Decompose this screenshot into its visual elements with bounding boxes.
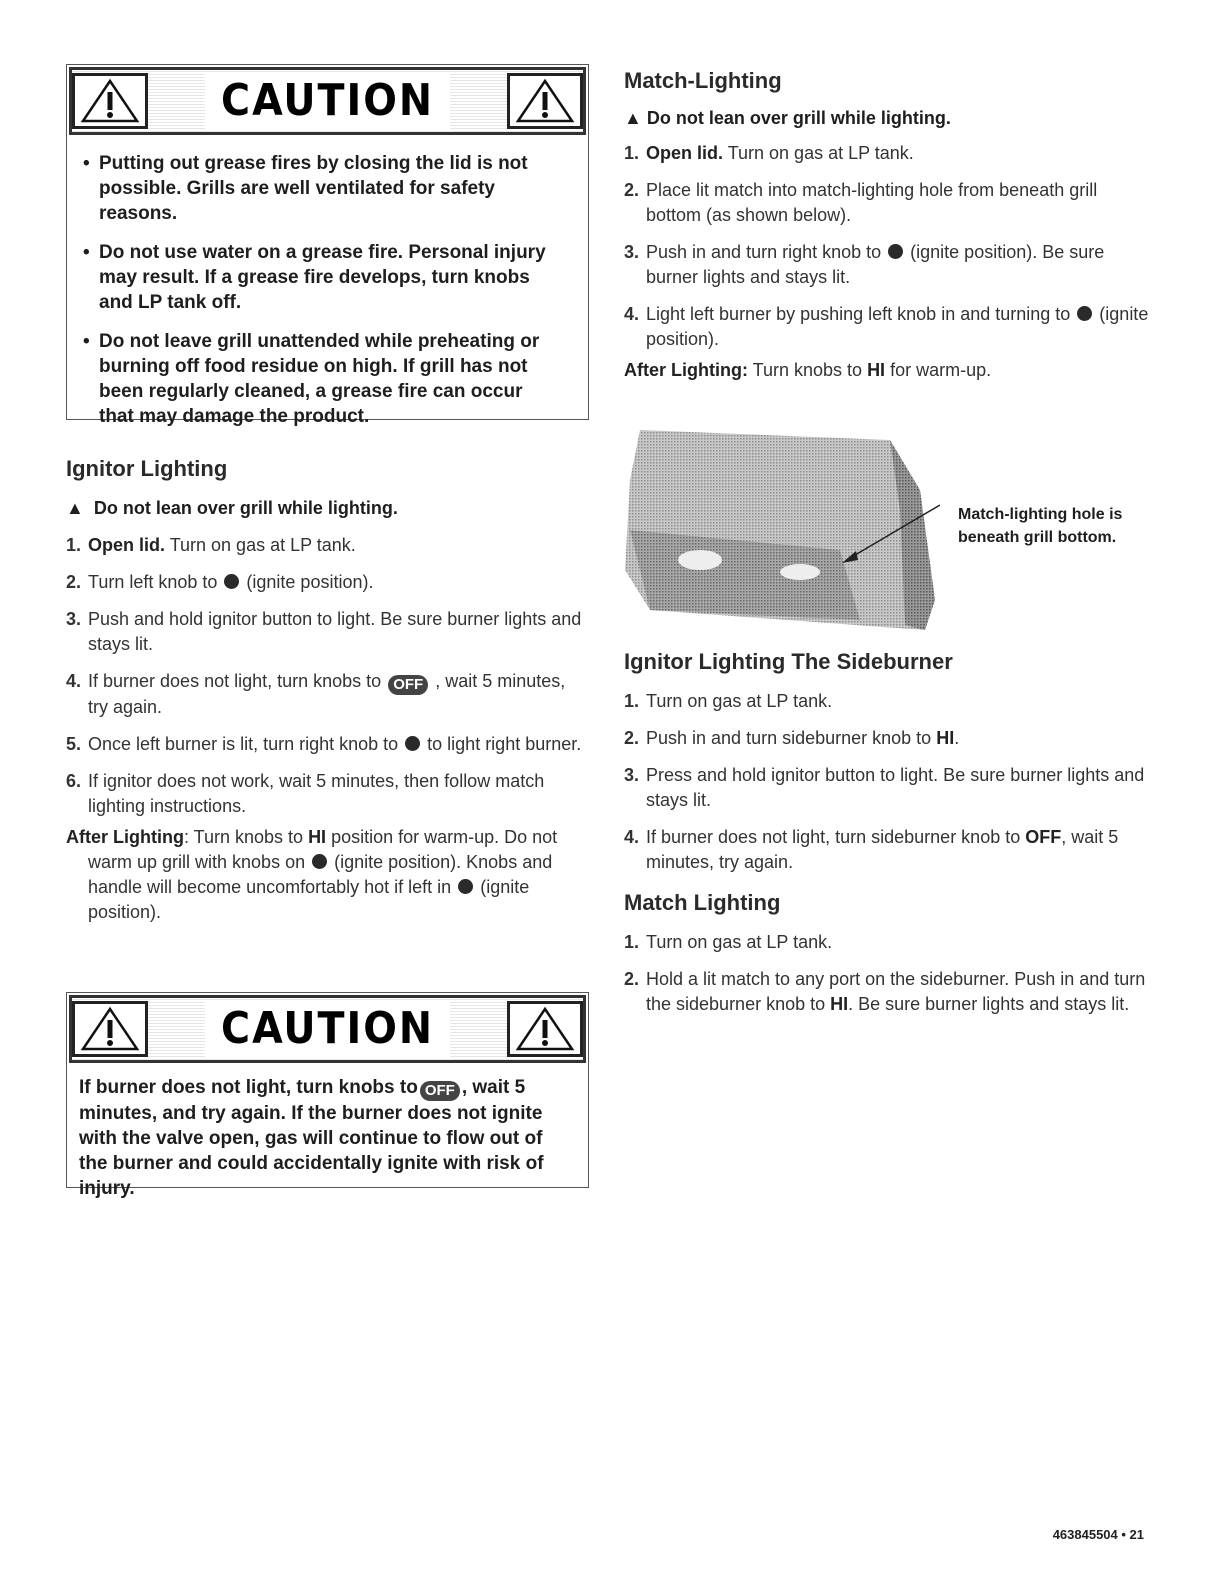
ignite-dot-icon xyxy=(458,879,473,894)
step: 4. If burner does not light, turn sideburner knob to OFF, wait 5 minutes, try again. xyxy=(624,827,1119,872)
caution-header xyxy=(69,995,586,1063)
caution-bullet: • Putting out grease fires by closing the lid is not possible. Grills are well ventilated for safety reasons. xyxy=(89,151,560,226)
step: 2. Turn left knob to (ignite position). xyxy=(66,572,374,592)
step: 3. Push and hold ignitor button to light. Be sure burner lights and stays lit. xyxy=(66,609,582,654)
lean-warning: ▲ Do not lean over grill while lighting. xyxy=(624,108,951,128)
step: 5. Once left burner is lit, turn right knob to to light right burner. xyxy=(66,734,582,754)
after-lighting-note: After Lighting: Turn knobs to HI for warm-up. xyxy=(624,360,992,380)
caution-box-bottom xyxy=(66,992,589,1199)
off-badge-icon: OFF xyxy=(420,1081,460,1101)
step: 6. If ignitor does not work, wait 5 minutes, then follow match lighting instructions. xyxy=(66,771,545,816)
caution-title: CAUTION xyxy=(205,1001,450,1057)
grill-bottom-photo xyxy=(620,420,940,650)
ignitor-lighting-section xyxy=(66,456,586,925)
warning-triangle-icon xyxy=(507,73,583,129)
section-title: Match-Lighting xyxy=(624,68,782,93)
caution-text: If burner does not light, turn knobs to OFF , wait 5 minutes, and try again. If the burner does not ignite with the valve open, gas will continue to flow out of the burner and could accidentally ignite with risk of injury. xyxy=(79,1077,544,1199)
ignite-dot-icon xyxy=(888,244,903,259)
step: 2. Hold a lit match to any port on the sideburner. Push in and turn the sideburner knob to HI. Be sure burner lights and stays lit. xyxy=(624,969,1146,1014)
caution-bullet-list xyxy=(67,137,588,443)
caution-header xyxy=(69,67,586,135)
side-match-steps xyxy=(624,930,1154,1017)
step: 1. Turn on gas at LP tank. xyxy=(624,691,833,711)
step: 4. If burner does not light, turn knobs to OFF , wait 5 minutes, try again. xyxy=(66,671,566,717)
step: 1. Turn on gas at LP tank. xyxy=(624,932,833,952)
ignite-dot-icon xyxy=(405,736,420,751)
ignite-dot-icon xyxy=(224,574,239,589)
step: 4. Light left burner by pushing left knob in and turning to (ignite position). xyxy=(624,304,1149,349)
caution-bullet: • Do not leave grill unattended while preheating or burning off food residue on high. If grill has not been regularly cleaned, a grease fire can occur that may damage the product. xyxy=(89,329,560,429)
page-footer: 463845504 • 21 xyxy=(1052,1527,1144,1542)
caution-bullet: • Do not use water on a grease fire. Personal injury may result. If a grease fire develops, turn knobs and LP tank off. xyxy=(89,240,560,315)
step: 1. Open lid. Turn on gas at LP tank. xyxy=(66,535,356,555)
match-hole-callout: Match-lighting hole is beneath grill bottom. xyxy=(958,506,1123,546)
warning-triangle-icon xyxy=(72,73,148,129)
section-title: Ignitor Lighting The Sideburner xyxy=(624,649,953,674)
caution-title: CAUTION xyxy=(205,73,450,129)
step: 3. Push in and turn right knob to (ignite position). Be sure burner lights and stays lit. xyxy=(624,242,1105,287)
lean-warning: ▲ Do not lean over grill while lighting. xyxy=(66,498,398,518)
warning-triangle-icon: ▲ xyxy=(66,498,84,518)
step: 2. Place lit match into match-lighting hole from beneath grill bottom (as shown below). xyxy=(624,180,1098,225)
warning-triangle-icon xyxy=(72,1001,148,1057)
off-badge-icon: OFF xyxy=(388,675,428,695)
after-lighting-note: After Lighting: Turn knobs to HI position for warm-up. Do not warm up grill with knobs on (ignite position). Knobs and handle will become uncomfortably hot if left in (ignite position). xyxy=(66,827,558,922)
ignitor-steps xyxy=(66,533,586,819)
section-title: Match Lighting xyxy=(624,890,781,915)
sideburner-steps xyxy=(624,689,1154,875)
ignite-dot-icon xyxy=(312,854,327,869)
sideburner-section xyxy=(624,649,1154,887)
match-lighting-section xyxy=(624,68,1154,383)
sideburner-match-section xyxy=(624,890,1154,1029)
match-steps xyxy=(624,141,1154,352)
section-title: Ignitor Lighting xyxy=(66,456,228,481)
ignite-dot-icon xyxy=(1077,306,1092,321)
caution-box-top xyxy=(66,64,589,427)
step: 1. Open lid. Turn on gas at LP tank. xyxy=(624,143,914,163)
step: 3. Press and hold ignitor button to light. Be sure burner lights and stays lit. xyxy=(624,765,1145,810)
warning-triangle-icon xyxy=(507,1001,583,1057)
warning-triangle-icon: ▲ xyxy=(624,108,642,128)
step: 2. Push in and turn sideburner knob to HI. xyxy=(624,728,960,748)
